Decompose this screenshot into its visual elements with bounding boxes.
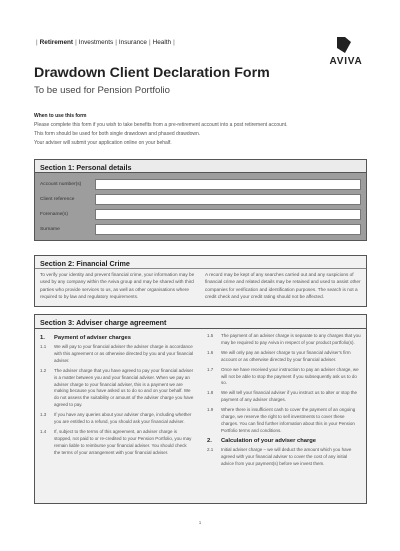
section-title: Section 3: Adviser charge agreement <box>35 315 366 329</box>
section-title: Section 1: Personal details <box>35 160 366 173</box>
section-financial-crime <box>34 255 367 307</box>
financial-crime-right-text: A record may be kept of any searches carried out and any suspicions of financial crime and related details may be retained and used to assist other companies for verification and identification purposes. The search is not a credit check and your credit rating should not be affected. <box>205 272 361 300</box>
page-number: 1 <box>198 520 202 525</box>
section-title: Section 2: Financial Crime <box>35 256 366 269</box>
nav-separator: | <box>173 39 175 46</box>
financial-crime-left-text: To verify your identity and prevent financial crime, your information may be used by any company within the Aviva group and may be shared with third parties who provide services to us, as well as other organisations where required to by law and regulatory requirements. <box>40 272 195 300</box>
account-number-input[interactable] <box>95 179 361 190</box>
adviser-charge-left-column <box>40 335 194 460</box>
section-adviser-charge <box>34 314 367 504</box>
clause-item: 2.1 Initial adviser charge – we will deduct the amount which you have agreed with your financial adviser to cover the cost of any initial advice from your payment(s) before we invest them. <box>207 446 352 466</box>
nav-separator: | <box>148 39 151 46</box>
field-label: Client reference <box>40 197 75 202</box>
when-to-use-line: This form should be used for both single drawdown and phased drawdown. <box>34 131 201 138</box>
adviser-charge-right-column <box>207 333 361 471</box>
forenames-field <box>35 209 366 220</box>
when-to-use-line: Please complete this form if you wish to take benefits from a pre-retirement account into a post retirement account. <box>34 122 288 129</box>
clause-item: 1.5 The payment of an adviser charge is separate to any charges that you may be required to pay Aviva in respect of your product portfolio(s). <box>207 333 361 345</box>
aviva-emblem-icon <box>334 36 356 54</box>
clause-item: 1.9 Where there is insufficient cash to cover the payment of an ongoing charge, we reserve the right to sell investments to cover these charges. You can find further information about this in your Pension Portfolio terms and conditions. <box>207 407 356 433</box>
nav-item-retirement[interactable]: Retirement <box>39 39 74 46</box>
client-reference-field <box>35 194 366 205</box>
nav-separator: | <box>36 39 38 46</box>
clause-item: 1.1 We will pay to your financial adviser the adviser charge in accordance with this agreement or as otherwise directed by you and your financial adviser. <box>40 344 194 363</box>
nav-separator: | <box>115 39 117 46</box>
form-subtitle: To be used for Pension Portfolio <box>34 85 170 96</box>
top-nav <box>34 39 177 46</box>
surname-input[interactable] <box>95 224 361 235</box>
field-label: Account number(s) <box>40 182 82 187</box>
nav-separator: | <box>75 39 77 46</box>
account-number-field <box>35 179 366 190</box>
field-label: Surname <box>40 227 60 232</box>
nav-item-health[interactable]: Health <box>152 39 172 46</box>
when-to-use <box>34 112 287 148</box>
clause-item: 1.6 We will only pay an adviser charge to your financial adviser's firm account or as otherwise directed by your financial adviser. <box>207 349 351 362</box>
clause-item: 1.7 Once we have received your instruction to pay an adviser charge, we will not be able to stop the payment if you subsequently ask us to do so. <box>207 366 359 386</box>
client-reference-input[interactable] <box>95 194 361 205</box>
aviva-logo <box>322 36 370 70</box>
forenames-input[interactable] <box>95 209 361 220</box>
logo-wordmark: AVIVA <box>329 56 363 67</box>
clause-item: 1.4 If, subject to the terms of this agreement, an adviser charge is stopped, not paid to or re-credited to your Pension Portfolio, you may remain liable to reimburse your financial adviser. You should check the terms of your arrangement with your financial adviser. <box>40 428 192 455</box>
clause-item: 1.3 If you have any queries about your adviser charge, including whether you are entitled to a refund, you should ask your financial adviser. <box>40 412 192 425</box>
when-to-use-line: Your adviser will submit your application online on your behalf. <box>34 140 172 147</box>
surname-field <box>35 224 366 235</box>
clause-item: 1.2 The adviser charge that you have agreed to pay your financial adviser is a matter between you and your financial adviser. When we pay an adviser charge to your financial adviser, this is a payment we are making because you have asked us to do so and on your behalf. We do not assess the suitability or amount of the adviser charge you have agreed to pay. <box>40 367 194 408</box>
form-title: Drawdown Client Declaration Form <box>34 65 270 81</box>
field-label: Forename(s) <box>40 212 68 217</box>
clause-heading: 1. Payment of adviser charges <box>40 335 132 341</box>
when-to-use-heading: When to use this form <box>34 113 87 119</box>
section-personal-details <box>34 159 367 241</box>
nav-item-investments[interactable]: Investments <box>78 39 114 46</box>
clause-heading: 2. Calculation of your adviser charge <box>207 437 317 444</box>
nav-item-insurance[interactable]: Insurance <box>118 39 147 46</box>
clause-item: 1.8 We will tell your financial adviser if you instruct us to alter or stop the payment of any adviser charges. <box>207 390 357 403</box>
